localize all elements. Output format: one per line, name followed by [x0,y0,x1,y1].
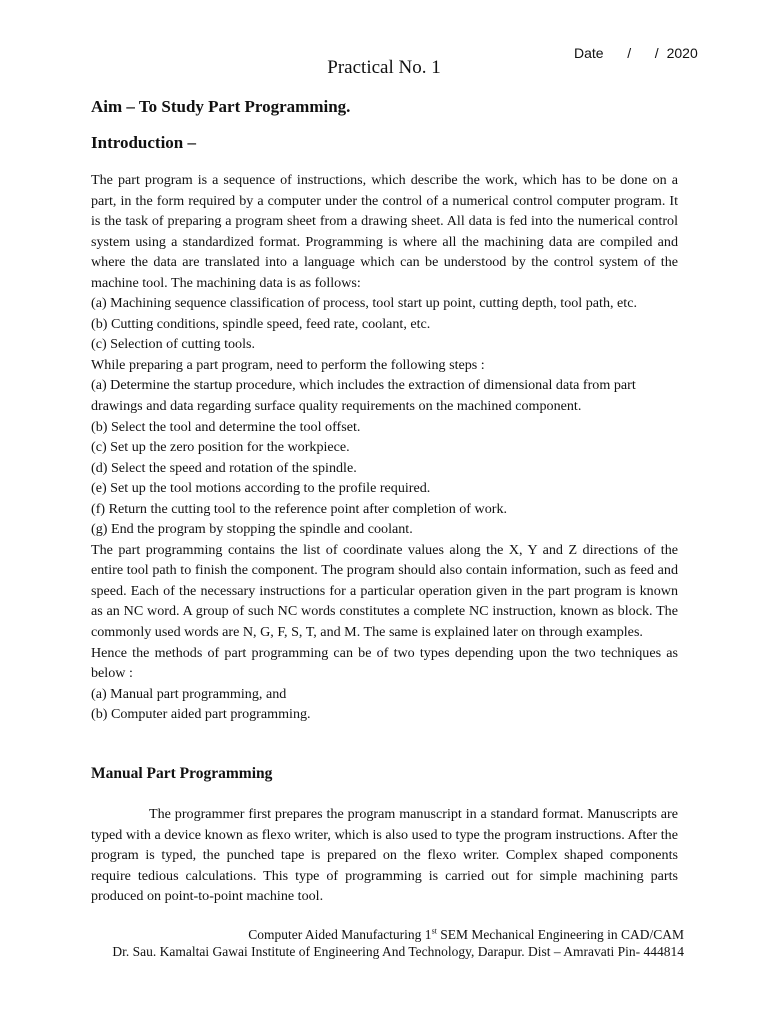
footer-ordinal-suffix: st [431,926,437,936]
manual-programming-heading: Manual Part Programming [91,765,273,782]
list-item: (a) Machining sequence classification of process, tool start up point, cutting depth, tool path, etc. [91,295,637,312]
footer-course-line [248,927,684,943]
introduction-body [91,170,678,725]
list-item: (b) Computer aided part programming. [91,706,311,723]
list-item: (e) Set up the tool motions according to the profile required. [91,480,431,497]
list-item: (a) Manual part programming, and [91,685,287,702]
footer-course-text: Computer Aided Manufacturing 1 [248,927,432,942]
list-item: (d) Select the speed and rotation of the spindle. [91,459,357,476]
manual-programming-paragraph: The programmer first prepares the program manuscript in a standard format. Manuscripts are typed with a device known as flexo writer, which is also used to type the program instructions. After the program is typed, the punched tape is prepared on the flexo writer. Complex shaped components require tedious calculations. This type of programming is carried out for simple machining parts produced on point-to-point machine tool. [91,806,678,905]
list-item: (b) Select the tool and determine the tool offset. [91,418,361,435]
methods-intro: Hence the methods of part programming can be of two types depending upon the two techniques as below : [91,644,678,682]
page-title: Practical No. 1 [327,57,441,78]
list-item: (f) Return the cutting tool to the reference point after completion of work. [91,500,508,517]
list-item: (c) Set up the zero position for the workpiece. [91,439,350,456]
list-item: (g) End the program by stopping the spindle and coolant. [91,521,413,538]
list-item: (c) Selection of cutting tools. [91,336,255,353]
coordinates-paragraph: The part programming contains the list of coordinate values along the X, Y and Z directions of the entire tool path to finish the component. The program should also contain information, such as feed and speed. Each of the necessary instructions for a particular operation given in the part program is known as an NC word. A group of such NC words constitutes a complete NC instruction, known as block. The commonly used words are N, G, F, S, T, and M. The same is explained later on through examples. [91,541,678,641]
list-item: (b) Cutting conditions, spindle speed, feed rate, coolant, etc. [91,315,431,332]
aim-heading: Aim – To Study Part Programming. [91,97,351,116]
footer-institute-line: Dr. Sau. Kamaltai Gawai Institute of Engineering And Technology, Darapur. Dist – Amravati Pin- 444814 [112,944,684,959]
list-item: (a) Determine the startup procedure, which includes the extraction of dimensional data from part drawings and data regarding surface quality requirements on the machined component. [91,377,636,415]
date-label: Date / / 2020 [574,45,698,61]
steps-intro: While preparing a part program, need to perform the following steps : [91,356,485,373]
introduction-heading: Introduction – [91,133,197,152]
intro-paragraph: The part program is a sequence of instructions, which describe the work, which has to be done on a part, in the form required by a computer under the control of a numerical control computer program. It is the task of preparing a program sheet from a drawing sheet. All data is fed into the numerical control system using a standardized format. Programming is where all the machining data are compiled and where the data are translated into a language which can be understood by the control system of the machine tool. The machining data is as follows: [91,172,678,291]
footer-department-text: SEM Mechanical Engineering in CAD/CAM [436,927,684,942]
